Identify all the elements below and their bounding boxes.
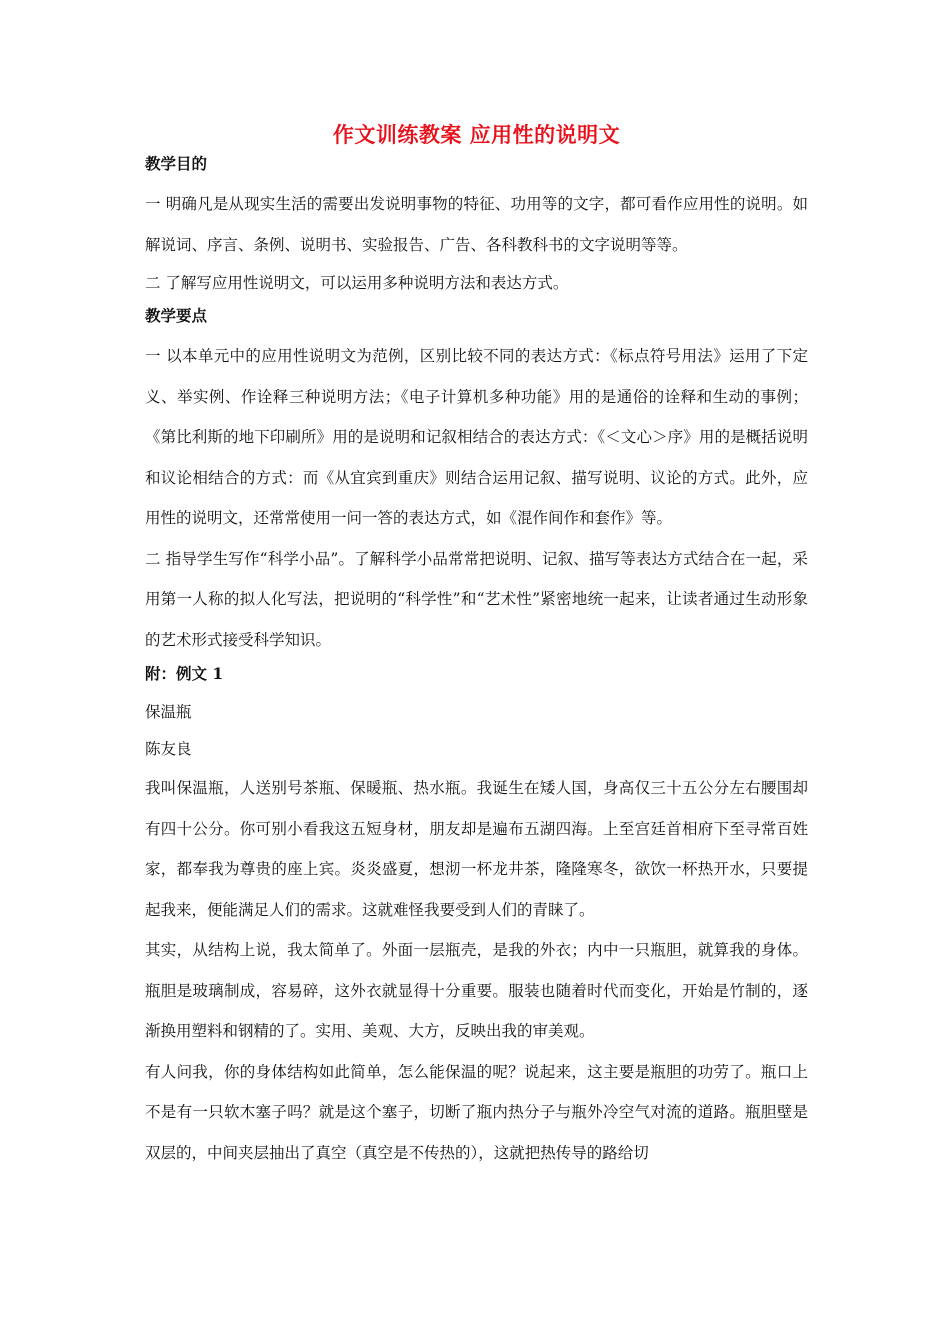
document-page (145, 118, 808, 1173)
example-paragraph-3: 有人问我，你的身体结构如此简单，怎么能保温的呢？说起来，这主要是瓶胆的功劳了。瓶口上不是有一只软木塞子吗？就是这个塞子，切断了瓶内热分子与瓶外冷空气对流的道路。瓶胆壁是双层的，中间夹层抽出了真空（真空是不传热的），这就把热传导的路给切 (145, 1062, 808, 1162)
example-title: 保温瓶 (145, 703, 192, 721)
points-paragraph-2: 二 指导学生写作“科学小品”。了解科学小品常常把说明、记叙、描写等表达方式结合在一起，采用第一人称的拟人化写法，把说明的“科学性”和“艺术性”紧密地统一起来，让读者通过生动形象的艺术形式接受科学知识。 (145, 549, 808, 649)
example-paragraph-2: 其实，从结构上说，我太简单了。外面一层瓶壳，是我的外衣；内中一只瓶胆，就算我的身体。瓶胆是玻璃制成，容易碎，这外衣就显得十分重要。服装也随着时代而变化，开始是竹制的，逐渐换用塑料和钢精的了。实用、美观、大方，反映出我的审美观。 (145, 941, 808, 1040)
points-paragraph-1: 一 以本单元中的应用性说明文为范例，区别比较不同的表达方式：《标点符号用法》运用了下定义、举实例、作诠释三种说明方法；《电子计算机多种功能》用的是通俗的诠释和生动的事例；《第比利斯的地下印刷所》用的是说明和记叙相结合的表达方式：《＜文心＞序》用的是概括说明和议论相结合的方式：而《从宜宾到重庆》则结合运用记叙、描写说明、议论的方式。此外，应用性的说明文，还常常使用一问一答的表达方式，如《混作间作和套作》等。 (145, 347, 808, 527)
goal-paragraph-2: 二 了解写应用性说明文，可以运用多种说明方法和表达方式。 (145, 274, 569, 292)
goal-paragraph-1: 一 明确凡是从现实生活的需要出发说明事物的特征、功用等的文字，都可看作应用性的说明。如解说词、序言、条例、说明书、实验报告、广告、各科教科书的文字说明等等。 (145, 195, 808, 254)
points-heading: 教学要点 (145, 306, 208, 325)
goal-heading: 教学目的 (145, 154, 208, 173)
document-title: 作文训练教案 应用性的说明文 (332, 122, 621, 147)
example-paragraph-1: 我叫保温瓶，人送别号茶瓶、保暖瓶、热水瓶。我诞生在矮人国，身高仅三十五公分左右腰围却有四十公分。你可别小看我这五短身材，朋友却是遍布五湖四海。上至宫廷首相府下至寻常百姓家，都奉我为尊贵的座上宾。炎炎盛夏，想沏一杯龙井茶，隆隆寒冬，欲饮一杯热开水，只要提起我来，便能满足人们的需求。这就难怪我要受到人们的青睐了。 (145, 779, 808, 919)
appendix-heading: 附：例文 1 (145, 664, 224, 683)
example-author: 陈友良 (145, 740, 192, 758)
